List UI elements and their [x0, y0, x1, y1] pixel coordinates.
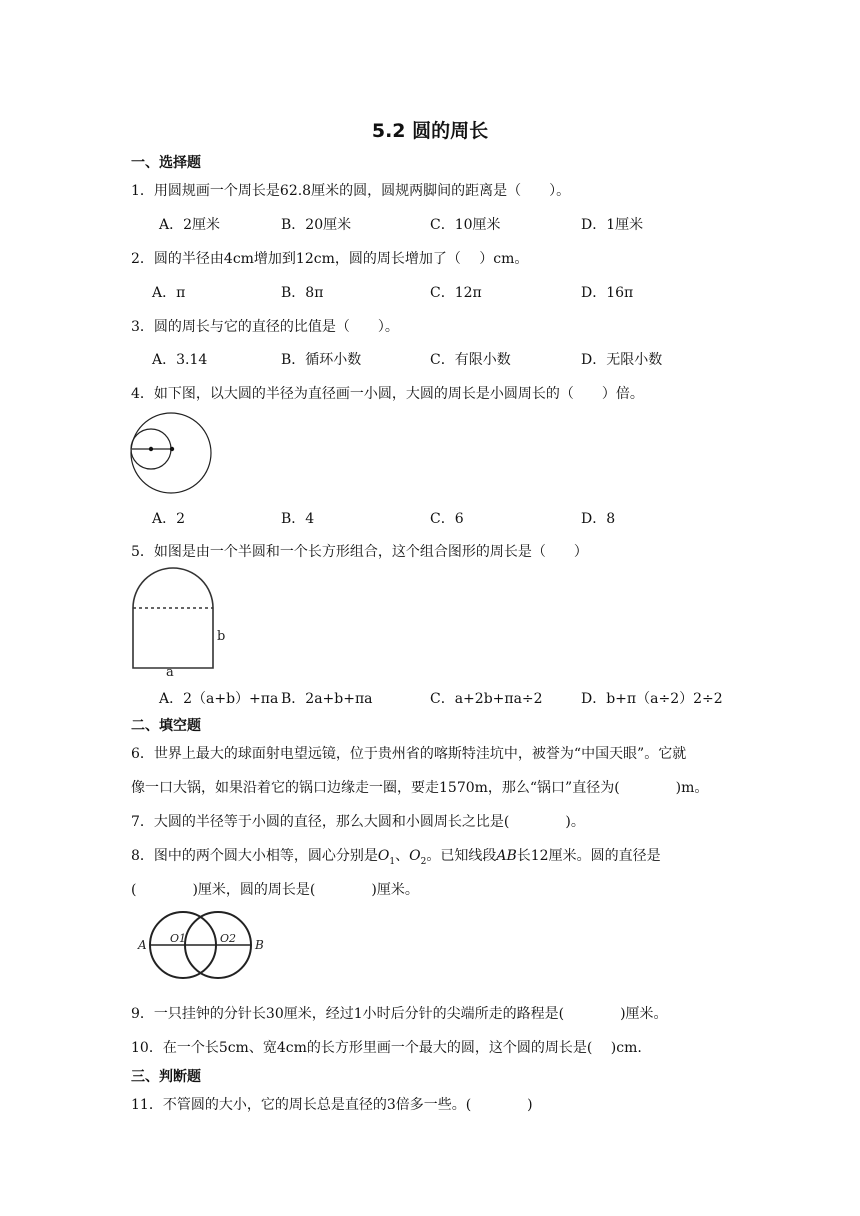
- center-dot-small: [149, 447, 153, 451]
- q1-option-c: C．10厘米: [430, 217, 501, 233]
- q5-composite-figure: [130, 568, 230, 678]
- q8-ab: AB: [496, 848, 517, 864]
- label-A: A: [138, 938, 147, 952]
- question-2: 2．圆的半径由4cm增加到12cm，圆的周长增加了（ ）cm。: [131, 251, 529, 267]
- q8-two-circles-figure: [135, 905, 270, 987]
- q2-option-c: C．12π: [430, 285, 482, 301]
- section-heading-fill: 二、填空题: [131, 718, 201, 734]
- q5-option-b: B．2a+b+πa: [281, 691, 373, 707]
- q3-option-a: A．3.14: [152, 352, 208, 368]
- q5-option-d: D．b+π（a÷2）2÷2: [581, 691, 723, 707]
- question-6-line2: 像一口大锅，如果沿着它的锅口边缘走一圈，要走1570m，那么“锅口”直径为( )m。: [131, 780, 709, 796]
- q4-option-d: D．8: [581, 511, 616, 527]
- q5-option-a: A．2（a+b）+πa: [159, 691, 279, 707]
- q8-sep: 、: [395, 848, 410, 864]
- rectangle-sides: [133, 608, 213, 668]
- question-3: 3．圆的周长与它的直径的比值是（ ）。: [131, 319, 399, 335]
- label-b: b: [217, 629, 226, 644]
- question-10: 10．在一个长5cm、宽4cm的长方形里画一个最大的圆，这个圆的周长是( )cm.: [131, 1040, 642, 1056]
- center-dot-big: [170, 447, 174, 451]
- question-9: 9．一只挂钟的分针长30厘米，经过1小时后分针的尖端所走的路程是( )厘米。: [131, 1006, 668, 1022]
- q3-option-d: D．无限小数: [581, 352, 663, 368]
- question-6-line1: 6．世界上最大的球面射电望远镜，位于贵州省的喀斯特洼坑中，被誉为“中国天眼”。它就: [131, 746, 687, 762]
- q1-option-b: B．20厘米: [281, 217, 352, 233]
- q8-o2: O: [409, 848, 421, 864]
- label-O2: O2: [220, 932, 237, 945]
- section-heading-choice: 一、选择题: [131, 155, 201, 171]
- q8-text-b: 。已知线段: [426, 848, 497, 864]
- q2-option-a: A．π: [152, 285, 186, 301]
- q1-option-d: D．1厘米: [581, 217, 644, 233]
- q1-option-a: A．2厘米: [159, 217, 221, 233]
- label-B: B: [255, 938, 264, 952]
- q4-circles-figure: [130, 410, 214, 496]
- q3-option-c: C．有限小数: [430, 352, 511, 368]
- q5-option-c: C．a+2b+πa÷2: [430, 691, 543, 707]
- question-4: 4．如下图，以大圆的半径为直径画一小圆，大圆的周长是小圆周长的（ ）倍。: [131, 386, 644, 402]
- q4-option-b: B．4: [281, 511, 315, 527]
- page-title: 5.2 圆的周长: [371, 120, 489, 142]
- q2-option-d: D．16π: [581, 285, 634, 301]
- semicircle-arc: [133, 568, 213, 608]
- q8-o1-sub: 1: [389, 856, 396, 867]
- question-8-line2: ( )厘米，圆的周长是( )厘米。: [131, 882, 419, 898]
- q8-o1: O: [377, 848, 390, 864]
- label-O1: O1: [170, 932, 187, 945]
- question-5: 5．如图是由一个半圆和一个长方形组合，这个组合图形的周长是（ ）: [131, 544, 588, 560]
- section-heading-judge: 三、判断题: [131, 1069, 201, 1085]
- question-1: 1．用圆规画一个周长是62.8厘米的圆，圆规两脚间的距离是（ ）。: [131, 183, 571, 199]
- q2-option-b: B．8π: [281, 285, 324, 301]
- q8-text-c: 长12厘米。圆的直径是: [516, 848, 661, 864]
- q3-option-b: B．循环小数: [281, 352, 362, 368]
- label-a: a: [166, 665, 174, 680]
- question-11: 11．不管圆的大小，它的周长总是直径的3倍多一些。( ): [131, 1097, 533, 1113]
- question-8-line1: [131, 845, 661, 867]
- q4-option-a: A．2: [152, 511, 186, 527]
- q8-o2-sub: 2: [420, 856, 427, 867]
- q4-option-c: C．6: [430, 511, 464, 527]
- question-7: 7．大圆的半径等于小圆的直径，那么大圆和小圆周长之比是( )。: [131, 814, 585, 830]
- q8-text-a: 8．图中的两个圆大小相等，圆心分别是: [131, 848, 378, 864]
